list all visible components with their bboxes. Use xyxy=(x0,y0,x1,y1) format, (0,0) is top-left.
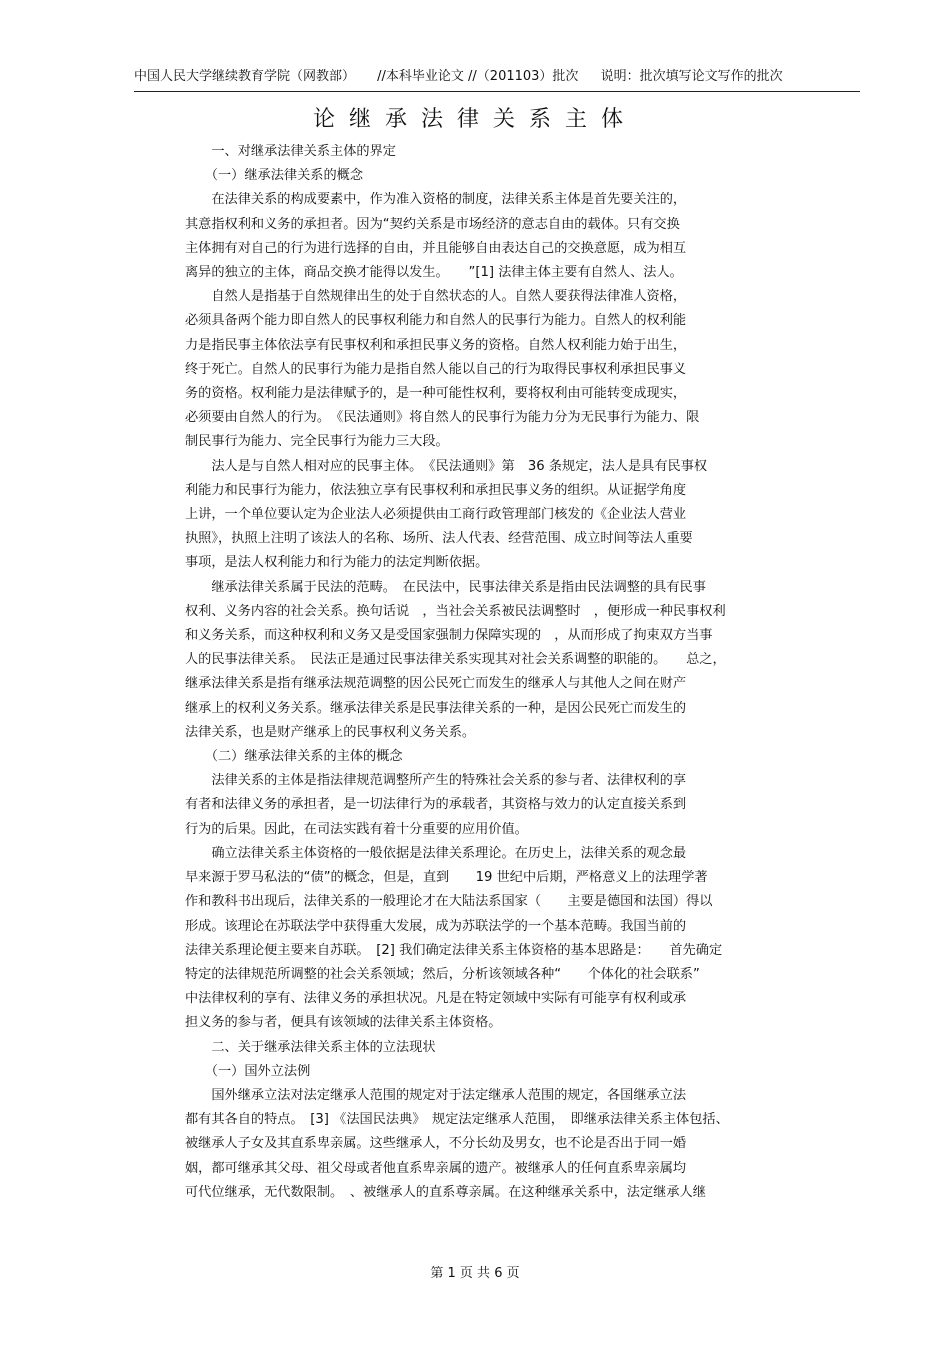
text-line: 法律关系的主体是指法律规范调整所产生的特殊社会关系的参与者、法律权利的享 xyxy=(185,773,687,789)
page-number: 第 1 页 共 6 页 xyxy=(430,1266,520,1281)
text-line: 主体拥有对自己的行为进行选择的自由，并且能够自由表达自己的交换意愿，成为相互 xyxy=(185,240,687,256)
text-line: 国外继承立法对法定继承人范围的规定对于法定继承人范围的规定，各国继承立法 xyxy=(185,1087,687,1103)
text-line: 和义务关系，而这种权利和义务又是受国家强制力保障实现的 ，从而形成了拘束双方当事 xyxy=(185,628,713,644)
running-header xyxy=(134,68,860,92)
text-line: 继承上的权利义务关系。继承法律关系是民事法律关系的一种，是因公民死亡而发生的 xyxy=(185,700,687,716)
text-line: 权利、义务内容的社会关系。换句话说 ，当社会关系被民法调整时 ，便形成一种民事权利 xyxy=(185,603,726,619)
text-line: 形成。该理论在苏联法学中获得重大发展，成为苏联法学的一个基本范畴。我国当前的 xyxy=(185,918,687,934)
text-line: 必须要由自然人的行为。 《民法通则》将自然人的民事行为能力分为无民事行为能力、限 xyxy=(185,410,700,426)
text-line: 有者和法律义务的承担者，是一切法律行为的承载者，其资格与效力的认定直接关系到 xyxy=(185,797,687,813)
text-line: 必须具备两个能力即自然人的民事权利能力和自然人的民事行为能力。自然人的权利能 xyxy=(185,313,687,329)
text-line: 担义务的参与者，便具有该领域的法律关系主体资格。 xyxy=(185,1015,502,1031)
paper-body xyxy=(185,140,825,1205)
text-line: 离异的独立的主体，商品交换才能得以发生。 ”[1] 法律主体主要有自然人、法人。 xyxy=(185,265,683,281)
text-line: 都有其各自的特点。 [3] 《法国民法典》 规定法定继承人范围， 即继承法律关系主体包括、 xyxy=(185,1112,729,1128)
page-title: 论继承法律关系主体 xyxy=(312,107,637,132)
text-line: 中法律权利的享有、法律义务的承担状况。凡是在特定领域中实际有可能享有权利或承 xyxy=(185,991,687,1007)
text-line: 确立法律关系主体资格的一般依据是法律关系理论。在历史上，法律关系的观念最 xyxy=(185,845,687,861)
text-line: 执照》，执照上注明了该法人的名称、场所、法人代表、经营范围、成立时间等法人重要 xyxy=(185,531,693,547)
text-line: 可代位继承，无代数限制。 、被继承人的直系尊亲属。在这种继承关系中，法定继承人继 xyxy=(185,1184,706,1200)
text-line: 上讲，一个单位要认定为企业法人必须提供由工商行政管理部门核发的《企业法人营业 xyxy=(185,507,687,523)
text-line: （二）继承法律关系的主体的概念 xyxy=(185,749,403,765)
header-note: 说明：批次填写论文写作的批次 xyxy=(600,69,783,84)
text-line: 继承法律关系属于民法的范畴。 在民法中，民事法律关系是指由民法调整的具有民事 xyxy=(185,579,706,595)
text-line: 行为的后果。因此，在司法实践有着十分重要的应用价值。 xyxy=(185,821,528,837)
text-line: 力是指民事主体依法享有民事权利和承担民事义务的资格。自然人权利能力始于出生， xyxy=(185,337,687,353)
text-line: 一、对继承法律关系主体的界定 xyxy=(185,144,396,159)
text-line: 二、关于继承法律关系主体的立法现状 xyxy=(185,1039,436,1055)
header-thesis-type: //本科毕业论文 //（201103）批次 xyxy=(377,69,579,84)
text-line: 人的民事法律关系。 民法正是通过民事法律关系实现其对社会关系调整的职能的。 总之， xyxy=(185,652,726,668)
text-line: 务的资格。权利能力是法律赋予的，是一种可能性权利，要将权利由可能转变成现实， xyxy=(185,386,687,402)
text-line: 制民事行为能力、完全民事行为能力三大段。 xyxy=(185,434,449,450)
text-line: 被继承人子女及其直系卑亲属。这些继承人，不分长幼及男女，也不论是否出于同一婚 xyxy=(185,1136,687,1152)
text-line: 事项，是法人权利能力和行为能力的法定判断依据。 xyxy=(185,555,489,571)
text-line: （一）国外立法例 xyxy=(185,1063,311,1079)
text-line: 利能力和民事行为能力，依法独立享有民事权利和承担民事义务的组织。从证据学角度 xyxy=(185,482,687,498)
text-line: 在法律关系的构成要素中，作为准入资格的制度，法律关系主体是首先要关注的， xyxy=(185,192,687,208)
text-line: 终于死亡。自然人的民事行为能力是指自然人能以自己的行为取得民事权利承担民事义 xyxy=(185,361,687,377)
text-line: 法人是与自然人相对应的民事主体。 《民法通则》第 36 条规定，法人是具有民事权 xyxy=(185,458,708,474)
text-line: 法律关系，也是财产继承上的民事权利义务关系。 xyxy=(185,724,476,740)
text-line: 法律关系理论便主要来自苏联。 [2] 我们确定法律关系主体资格的基本思路是： 首先确定 xyxy=(185,942,723,958)
text-line: 其意指权利和义务的承担者。因为“契约关系是市场经济的意志自由的载体。只有交换 xyxy=(185,216,680,232)
header-school: 中国人民大学继续教育学院（网教部） xyxy=(134,69,356,84)
text-line: 继承法律关系是指有继承法规范调整的因公民死亡而发生的继承人与其他人之间在财产 xyxy=(185,676,687,692)
text-line: 特定的法律规范所调整的社会关系领域；然后，分析该领域各种“ 个体化的社会联系” xyxy=(185,966,700,982)
text-line: 姻，都可继承其父母、祖父母或者他直系卑亲属的遗产。被继承人的任何直系卑亲属均 xyxy=(185,1160,687,1176)
text-line: （一）继承法律关系的概念 xyxy=(185,168,364,184)
text-line: 作和教科书出现后，法律关系的一般理论才在大陆法系国家（ 主要是德国和法国）得以 xyxy=(185,894,713,910)
text-line: 早来源于罗马私法的“债”的概念，但是，直到 19 世纪中后期，严格意义上的法理学著 xyxy=(185,870,708,886)
text-line: 自然人是指基于自然规律出生的处于自然状态的人。自然人要获得法律准人资格， xyxy=(185,289,687,305)
